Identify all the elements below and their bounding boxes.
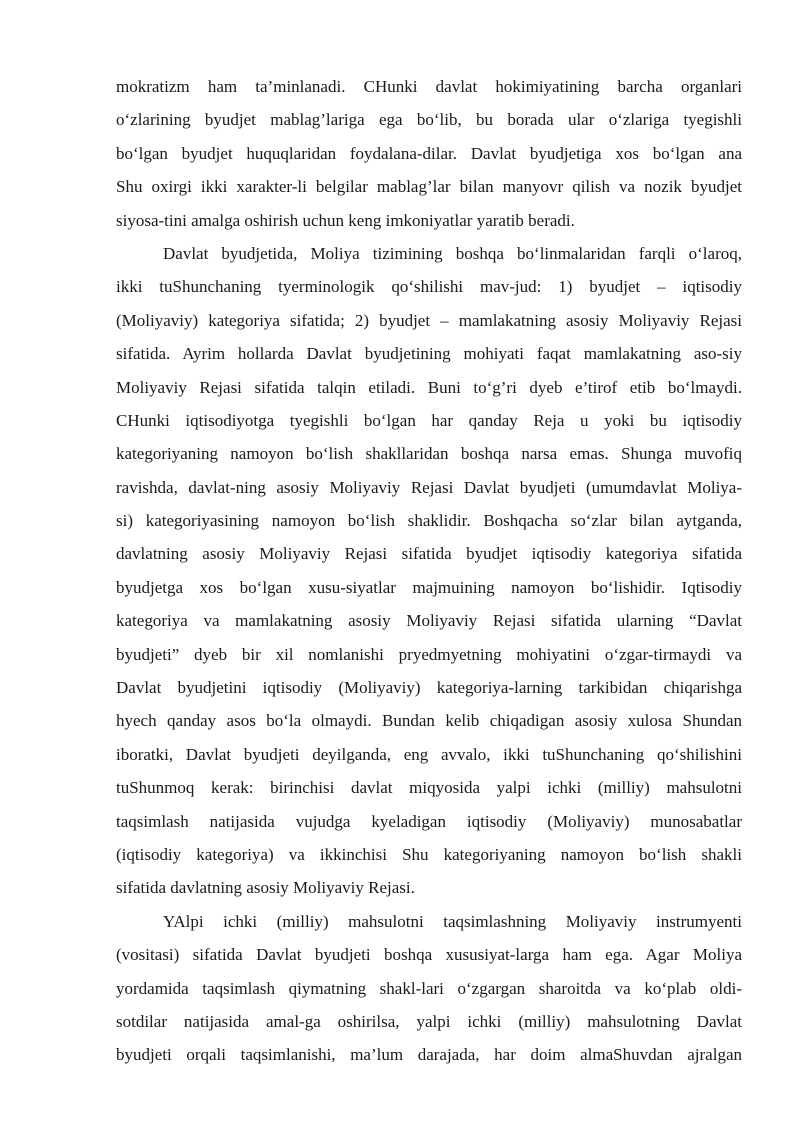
text-line: sifatida. Ayrim hollarda Davlat byudjetining mohiyati faqat mamlakatning aso-siy [116,344,742,364]
text-line: mokratizm ham ta’minlanadi. CHunki davlat hokimiyatining barcha organlari [116,77,742,96]
text-line: byudjeti” dyeb bir xil nomlanishi pryedmyetning mohiyatini o‘zgar-tirmaydi va [116,644,742,664]
text-line: (iqtisodiy kategoriya) va ikkinchisi Shu kategoriyaning namoyon bo‘lish shakli [116,844,742,864]
text-line: o‘zlarining byudjet mablag’lariga ega bo‘lib, bu borada ular o‘zlariga tyegishli [116,110,742,130]
text-line: yordamida taqsimlash qiymatning shakl-lari o‘zgargan sharoitda va ko‘plab oldi- [116,978,742,998]
text-line: (vositasi) sifatida Davlat byudjeti boshqa xususiyat-larga ham ega. Agar Moliya [116,945,742,965]
text-line: Shu oxirgi ikki xarakter-li belgilar mablag’lar bilan manyovr qilish va nozik byudjet [116,177,742,197]
text-line: Moliyaviy Rejasi sifatida talqin etiladi. Buni to‘g’ri dyeb e’tirof etib bo‘lmaydi. [116,377,742,397]
paragraph-first-line: Davlat byudjetida, Moliya tizimining boshqa bo‘linmalaridan farqli o‘laroq, [163,243,742,263]
text-line: byudjeti orqali taqsimlanishi, ma’lum darajada, har doim almaShuvdan ajralgan [116,1045,742,1065]
text-line: ikki tuShunchaning tyerminologik qo‘shilishi mav-jud: 1) byudjet – iqtisodiy [116,277,742,297]
text-line: si) kategoriyasining namoyon bo‘lish shaklidir. Boshqacha so‘zlar bilan aytganda, [116,511,742,531]
text-line: bo‘lgan byudjet huquqlaridan foydalana-dilar. Davlat byudjetiga xos bo‘lgan ana [116,143,742,163]
paragraph-first-line: YAlpi ichki (milliy) mahsulotni taqsimlashning Moliyaviy instrumyenti [163,911,742,931]
text-line: kategoriyaning namoyon bo‘lish shakllaridan boshqa narsa emas. Shunga muvofiq [116,444,742,464]
text-line: Davlat byudjetini iqtisodiy (Moliyaviy) kategoriya-larning tarkibidan chiqarishga [116,678,742,698]
text-line: hyech qanday asos bo‘la olmaydi. Bundan kelib chiqadigan asosiy xulosa Shundan [116,711,742,731]
text-line: iboratki, Davlat byudjeti deyilganda, eng avvalo, ikki tuShunchaning qo‘shilishini [116,744,742,764]
text-line: ravishda, davlat-ning asosiy Moliyaviy Rejasi Davlat byudjeti (umumdavlat Moliya- [116,477,742,497]
text-line: sifatida davlatning asosiy Moliyaviy Rejasi. [116,878,415,898]
text-line: davlatning asosiy Moliyaviy Rejasi sifatida byudjet iqtisodiy kategoriya sifatida [116,544,742,564]
text-line: byudjetga xos bo‘lgan xusu-siyatlar majmuining namoyon bo‘lishidir. Iqtisodiy [116,577,742,597]
text-line: sotdilar natijasida amal-ga oshirilsa, yalpi ichki (milliy) mahsulotning Davlat [116,1011,742,1031]
text-line: siyosa-tini amalga oshirish uchun keng imkoniyatlar yaratib beradi. [116,210,575,230]
body-text [116,70,742,1072]
text-line: kategoriya va mamlakatning asosiy Moliyaviy Rejasi sifatida ularning “Davlat [116,611,742,631]
text-line: (Moliyaviy) kategoriya sifatida; 2) byudjet – mamlakatning asosiy Moliyaviy Rejasi [116,310,742,330]
text-line: CHunki iqtisodiyotga tyegishli bo‘lgan har qanday Reja u yoki bu iqtisodiy [116,410,742,430]
text-line: tuShunmoq kerak: birinchisi davlat miqyosida yalpi ichki (milliy) mahsulotni [116,778,742,798]
text-line: taqsimlash natijasida vujudga kyeladigan iqtisodiy (Moliyaviy) munosabatlar [116,811,742,831]
